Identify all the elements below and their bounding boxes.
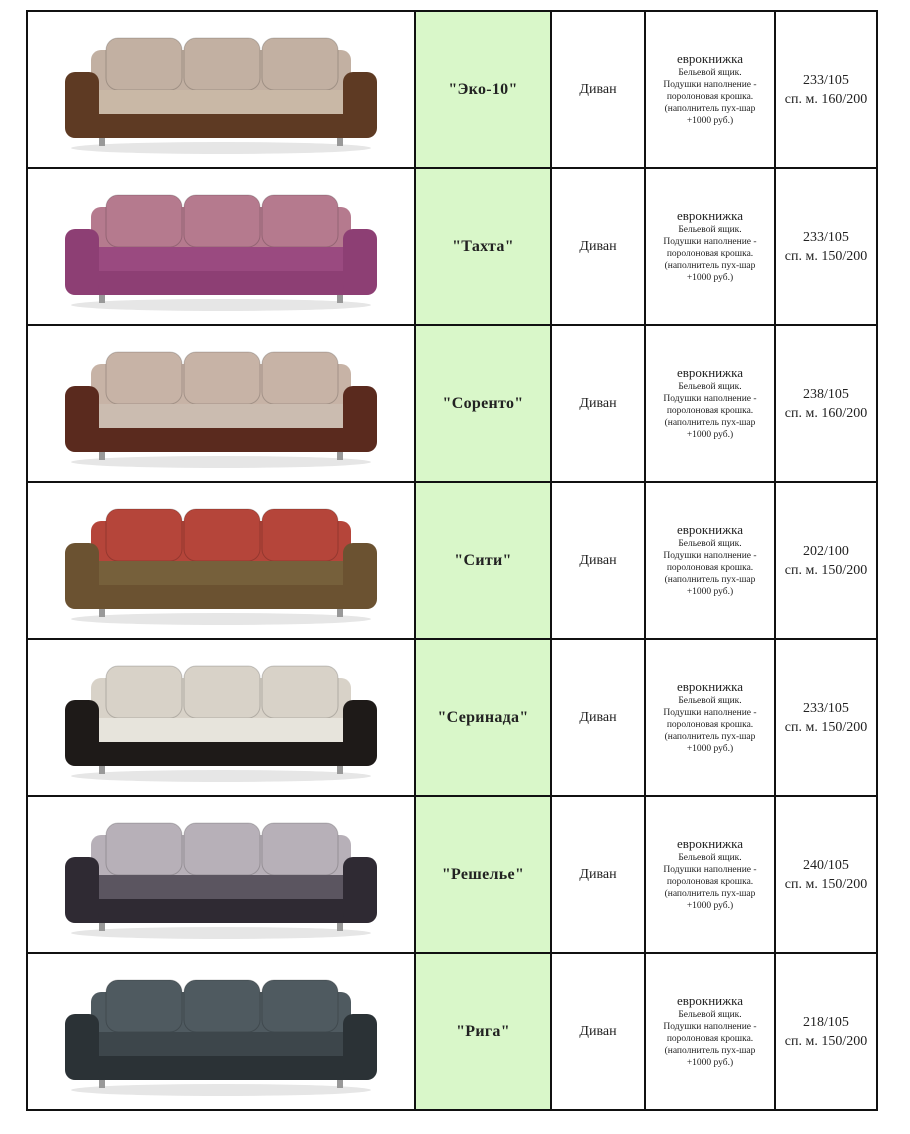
description-line: +1000 руб.) [686, 586, 734, 597]
description-line: +1000 руб.) [686, 1057, 734, 1068]
table-row [27, 168, 877, 325]
description-line: +1000 руб.) [686, 115, 734, 126]
model-name: "Рига" [415, 953, 551, 1110]
dimensions: 233/105 [803, 229, 849, 245]
sofa-image [51, 805, 391, 945]
description-line: +1000 руб.) [686, 900, 734, 911]
sleeping-area: сп. м. 150/200 [784, 719, 868, 735]
sofa-image-cell [27, 796, 415, 953]
dimensions: 238/105 [803, 386, 849, 402]
furniture-type: Диван [551, 953, 645, 1110]
dimensions: 240/105 [803, 857, 849, 873]
mechanism-label: еврокнижка [676, 364, 743, 380]
model-name: "Сити" [415, 482, 551, 639]
description-line: Подушки наполнение - [663, 707, 757, 718]
dimensions: 218/105 [803, 1014, 849, 1030]
description-line: Бельевой ящик. [678, 695, 742, 706]
description-line: (наполнитель пух-шар [664, 574, 756, 585]
description-line: Подушки наполнение - [663, 864, 757, 875]
furniture-type: Диван [551, 168, 645, 325]
model-name: "Тахта" [415, 168, 551, 325]
sofa-image-cell [27, 325, 415, 482]
description-line: +1000 руб.) [686, 743, 734, 754]
model-name: "Серинада" [415, 639, 551, 796]
description-cell [645, 953, 775, 1110]
sleeping-area: сп. м. 150/200 [784, 1033, 868, 1049]
description-line: +1000 руб.) [686, 272, 734, 283]
description-cell [645, 639, 775, 796]
description-line: поролоновая крошка. [666, 405, 754, 416]
sleeping-area: сп. м. 150/200 [784, 562, 868, 578]
size-cell [775, 11, 877, 168]
sofa-image [51, 648, 391, 788]
size-cell [775, 325, 877, 482]
description-line: поролоновая крошка. [666, 719, 754, 730]
size-cell [775, 482, 877, 639]
description-line: Бельевой ящик. [678, 852, 742, 863]
sofa-image-cell [27, 482, 415, 639]
mechanism-label: еврокнижка [676, 992, 743, 1008]
model-name: "Соренто" [415, 325, 551, 482]
sleeping-area: сп. м. 160/200 [784, 405, 868, 421]
description-line: поролоновая крошка. [666, 248, 754, 259]
description-line: Бельевой ящик. [678, 67, 742, 78]
furniture-type: Диван [551, 325, 645, 482]
model-name: "Решелье" [415, 796, 551, 953]
dimensions: 233/105 [803, 700, 849, 716]
sofa-image [51, 20, 391, 160]
description-line: Бельевой ящик. [678, 1009, 742, 1020]
description-line: (наполнитель пух-шар [664, 731, 756, 742]
size-cell [775, 796, 877, 953]
dimensions: 202/100 [803, 543, 849, 559]
description-line: Подушки наполнение - [663, 550, 757, 561]
mechanism-label: еврокнижка [676, 50, 743, 66]
sofa-catalog-table [26, 10, 878, 1111]
description-line: поролоновая крошка. [666, 1033, 754, 1044]
description-line: Бельевой ящик. [678, 381, 742, 392]
table-row [27, 639, 877, 796]
mechanism-label: еврокнижка [676, 521, 743, 537]
mechanism-label: еврокнижка [676, 678, 743, 694]
description-line: +1000 руб.) [686, 429, 734, 440]
description-line: (наполнитель пух-шар [664, 260, 756, 271]
sofa-image [51, 334, 391, 474]
description-line: Подушки наполнение - [663, 393, 757, 404]
sofa-image-cell [27, 11, 415, 168]
description-cell [645, 482, 775, 639]
furniture-type: Диван [551, 639, 645, 796]
description-line: (наполнитель пух-шар [664, 888, 756, 899]
description-cell [645, 796, 775, 953]
description-cell [645, 168, 775, 325]
table-row [27, 482, 877, 639]
furniture-type: Диван [551, 796, 645, 953]
description-line: поролоновая крошка. [666, 876, 754, 887]
dimensions: 233/105 [803, 72, 849, 88]
description-line: (наполнитель пух-шар [664, 417, 756, 428]
table-row [27, 796, 877, 953]
table-row [27, 325, 877, 482]
furniture-type: Диван [551, 482, 645, 639]
model-name: "Эко-10" [415, 11, 551, 168]
table-row [27, 953, 877, 1110]
sleeping-area: сп. м. 150/200 [784, 876, 868, 892]
sofa-image-cell [27, 639, 415, 796]
mechanism-label: еврокнижка [676, 207, 743, 223]
description-cell [645, 11, 775, 168]
size-cell [775, 953, 877, 1110]
sofa-image-cell [27, 953, 415, 1110]
size-cell [775, 168, 877, 325]
description-line: поролоновая крошка. [666, 91, 754, 102]
sofa-image [51, 177, 391, 317]
mechanism-label: еврокнижка [676, 835, 743, 851]
sofa-image [51, 962, 391, 1102]
furniture-type: Диван [551, 11, 645, 168]
description-cell [645, 325, 775, 482]
sofa-image-cell [27, 168, 415, 325]
description-line: (наполнитель пух-шар [664, 103, 756, 114]
catalog-body [27, 11, 877, 1110]
sleeping-area: сп. м. 160/200 [784, 91, 868, 107]
size-cell [775, 639, 877, 796]
sofa-image [51, 491, 391, 631]
description-line: Бельевой ящик. [678, 224, 742, 235]
sleeping-area: сп. м. 150/200 [784, 248, 868, 264]
description-line: поролоновая крошка. [666, 562, 754, 573]
description-line: Подушки наполнение - [663, 236, 757, 247]
description-line: (наполнитель пух-шар [664, 1045, 756, 1056]
description-line: Подушки наполнение - [663, 1021, 757, 1032]
description-line: Бельевой ящик. [678, 538, 742, 549]
description-line: Подушки наполнение - [663, 79, 757, 90]
table-row [27, 11, 877, 168]
